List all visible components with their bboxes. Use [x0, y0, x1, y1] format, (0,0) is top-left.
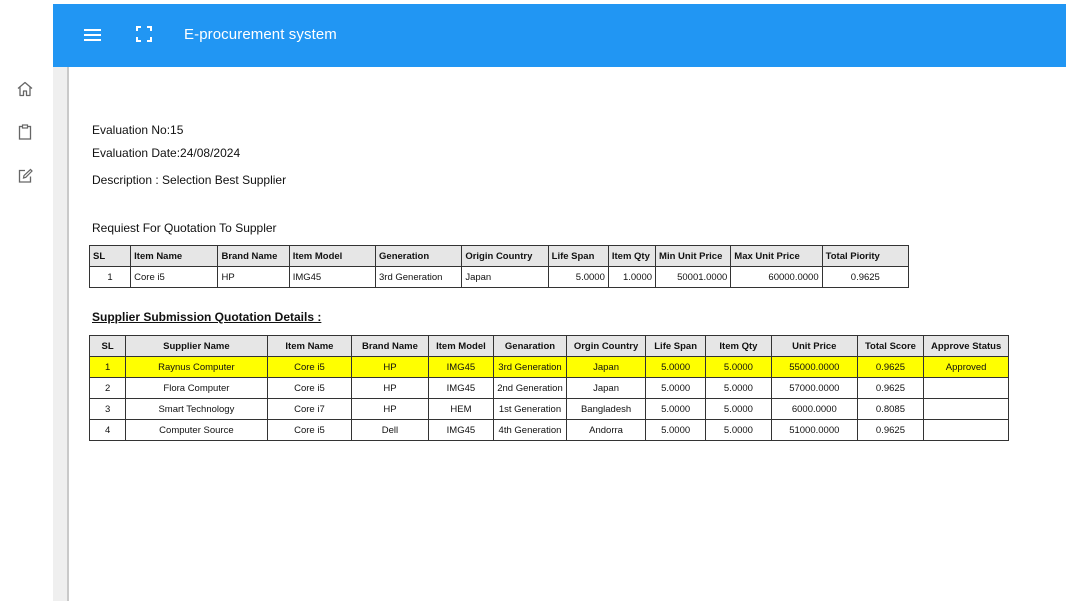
- supplier-header-cell: Supplier Name: [126, 336, 267, 357]
- supplier-cell: 55000.0000: [771, 357, 857, 378]
- supplier-header-cell: Item Name: [267, 336, 352, 357]
- approve-status: [924, 378, 1009, 399]
- supplier-header-cell: Item Qty: [705, 336, 771, 357]
- rfq-header-cell: Generation: [376, 246, 462, 267]
- supplier-cell: 2nd Generation: [494, 378, 567, 399]
- supplier-quotation-table: [89, 335, 1009, 441]
- supplier-cell: Core i5: [267, 420, 352, 441]
- supplier-cell: 0.9625: [857, 420, 924, 441]
- supplier-cell: 5.0000: [705, 357, 771, 378]
- supplier-cell: IMG45: [428, 378, 494, 399]
- supplier-cell: 0.8085: [857, 399, 924, 420]
- rfq-cell: 5.0000: [548, 267, 608, 288]
- supplier-cell: 5.0000: [646, 357, 706, 378]
- approve-status: [924, 420, 1009, 441]
- rfq-header-row: [90, 246, 909, 267]
- rfq-cell: Core i5: [131, 267, 218, 288]
- supplier-cell: Core i7: [267, 399, 352, 420]
- supplier-cell: 3rd Generation: [494, 357, 567, 378]
- rfq-cell: IMG45: [289, 267, 375, 288]
- sidebar: [0, 0, 53, 601]
- supplier-cell: Bangladesh: [566, 399, 646, 420]
- table-row: [90, 267, 909, 288]
- rfq-header-cell: Origin Country: [462, 246, 548, 267]
- supplier-cell: 5.0000: [646, 378, 706, 399]
- supplier-cell: Japan: [566, 378, 646, 399]
- rfq-cell: 60000.0000: [731, 267, 822, 288]
- supplier-cell: Japan: [566, 357, 646, 378]
- supplier-cell: 5.0000: [646, 420, 706, 441]
- table-row: [90, 357, 1009, 378]
- supplier-header-cell: Genaration: [494, 336, 567, 357]
- rfq-header-cell: Brand Name: [218, 246, 289, 267]
- rfq-header-cell: Total Piority: [822, 246, 908, 267]
- fullscreen-icon[interactable]: [135, 25, 153, 43]
- rfq-cell: 0.9625: [822, 267, 908, 288]
- supplier-cell: HP: [352, 357, 428, 378]
- rfq-header-cell: Item Model: [289, 246, 375, 267]
- supplier-cell: Core i5: [267, 378, 352, 399]
- table-row: [90, 420, 1009, 441]
- rfq-cell: Japan: [462, 267, 548, 288]
- rfq-header-cell: SL: [90, 246, 131, 267]
- supplier-cell: Flora Computer: [126, 378, 267, 399]
- rfq-header-cell: Item Name: [131, 246, 218, 267]
- supplier-cell: 4: [90, 420, 126, 441]
- supplier-header-cell: Life Span: [646, 336, 706, 357]
- supplier-cell: 5.0000: [705, 399, 771, 420]
- supplier-cell: 51000.0000: [771, 420, 857, 441]
- supplier-cell: 5.0000: [705, 378, 771, 399]
- supplier-header-cell: Unit Price: [771, 336, 857, 357]
- supplier-cell: Dell: [352, 420, 428, 441]
- supplier-cell: 0.9625: [857, 357, 924, 378]
- clipboard-icon[interactable]: [15, 122, 35, 142]
- supplier-header-cell: SL: [90, 336, 126, 357]
- supplier-cell: HP: [352, 399, 428, 420]
- rfq-header-cell: Life Span: [548, 246, 608, 267]
- rfq-title: Requiest For Quotation To Suppler: [92, 221, 277, 235]
- supplier-header-cell: Total Score: [857, 336, 924, 357]
- supplier-cell: Smart Technology: [126, 399, 267, 420]
- supplier-cell: IMG45: [428, 420, 494, 441]
- supplier-cell: Andorra: [566, 420, 646, 441]
- top-app-bar: [53, 4, 1066, 67]
- rfq-cell: 1.0000: [608, 267, 655, 288]
- supplier-cell: 5.0000: [646, 399, 706, 420]
- supplier-cell: 3: [90, 399, 126, 420]
- content-gutter: [53, 67, 69, 601]
- supplier-cell: Computer Source: [126, 420, 267, 441]
- home-icon[interactable]: [15, 79, 35, 99]
- supplier-cell: 5.0000: [705, 420, 771, 441]
- supplier-cell: HEM: [428, 399, 494, 420]
- supplier-quotation-title: Supplier Submission Quotation Details :: [92, 310, 322, 324]
- rfq-table: [89, 245, 909, 288]
- rfq-header-cell: Item Qty: [608, 246, 655, 267]
- table-row: [90, 399, 1009, 420]
- supplier-cell: 1st Generation: [494, 399, 567, 420]
- supplier-cell: IMG45: [428, 357, 494, 378]
- supplier-cell: 0.9625: [857, 378, 924, 399]
- approve-status: Approved: [924, 357, 1009, 378]
- rfq-cell: 1: [90, 267, 131, 288]
- supplier-header-row: [90, 336, 1009, 357]
- supplier-cell: 1: [90, 357, 126, 378]
- supplier-cell: 57000.0000: [771, 378, 857, 399]
- rfq-cell: 3rd Generation: [376, 267, 462, 288]
- supplier-cell: Core i5: [267, 357, 352, 378]
- approve-status: [924, 399, 1009, 420]
- supplier-cell: 6000.0000: [771, 399, 857, 420]
- supplier-cell: 2: [90, 378, 126, 399]
- supplier-header-cell: Brand Name: [352, 336, 428, 357]
- supplier-cell: HP: [352, 378, 428, 399]
- rfq-header-cell: Max Unit Price: [731, 246, 822, 267]
- supplier-header-cell: Approve Status: [924, 336, 1009, 357]
- rfq-cell: HP: [218, 267, 289, 288]
- table-row: [90, 378, 1009, 399]
- supplier-cell: 4th Generation: [494, 420, 567, 441]
- rfq-cell: 50001.0000: [656, 267, 731, 288]
- evaluation-date: Evaluation Date:24/08/2024: [92, 146, 241, 160]
- evaluation-description: Description : Selection Best Supplier: [92, 173, 287, 187]
- evaluation-number: Evaluation No:15: [92, 123, 184, 137]
- menu-icon[interactable]: [83, 26, 103, 44]
- supplier-header-cell: Orgin Country: [566, 336, 646, 357]
- supplier-header-cell: Item Model: [428, 336, 494, 357]
- edit-icon[interactable]: [15, 166, 35, 186]
- supplier-cell: Raynus Computer: [126, 357, 267, 378]
- rfq-header-cell: Min Unit Price: [656, 246, 731, 267]
- app-title: E-procurement system: [184, 26, 337, 43]
